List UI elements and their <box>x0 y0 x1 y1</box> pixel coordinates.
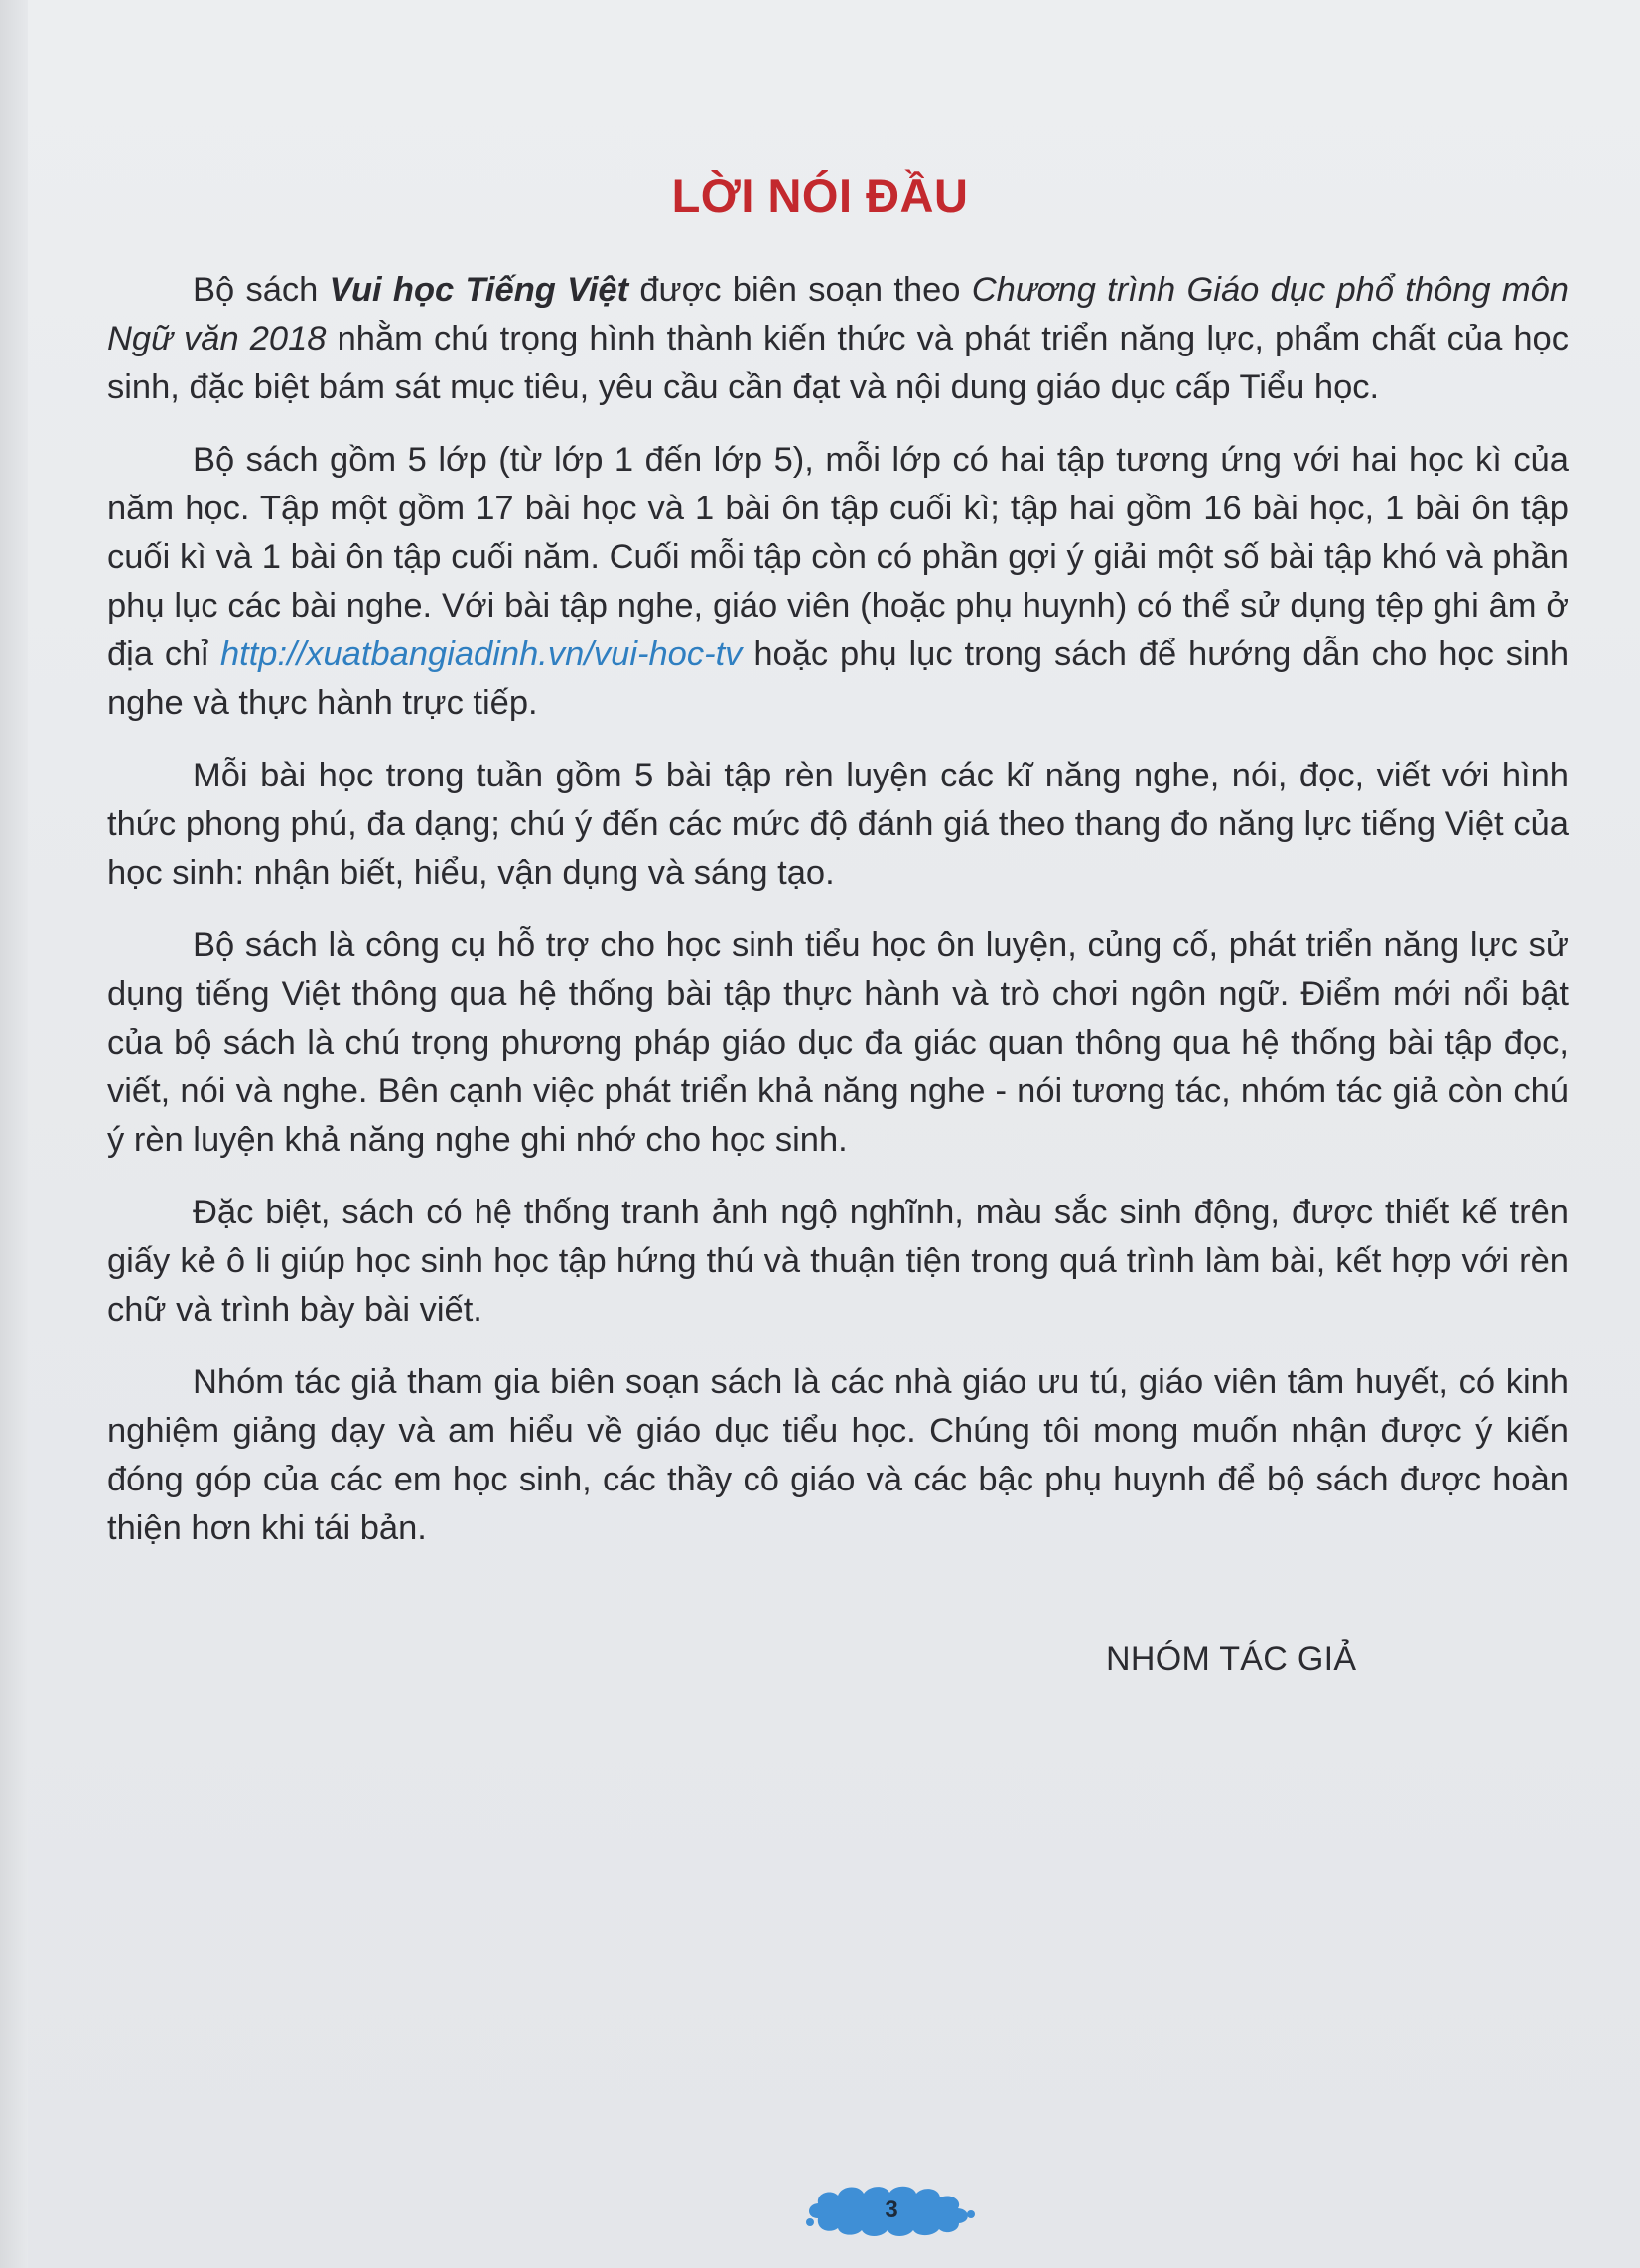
page-number: 3 <box>885 2197 898 2223</box>
page-binding-edge <box>0 0 28 2268</box>
author-signature: NHÓM TÁC GIẢ <box>1106 1640 1357 1678</box>
curriculum-title: Chương trình Giáo dục phổ thông môn Ngữ văn 2018 <box>107 271 1569 357</box>
paragraph-4: Bộ sách là công cụ hỗ trợ cho học sinh tiểu học ôn luyện, củng cố, phát triển năng lực sử dụng tiếng Việt thông qua hệ thống bài tập thực hành và trò chơi ngôn ngữ. Điểm mới nổi bật của bộ sách là chú trọng phương pháp giáo dục đa giác quan thông qua hệ thống bài tập đọc, viết, nói và nghe. Bên cạnh việc phát triển khả năng nghe - nói tương tác, nhóm tác giả còn chú ý rèn luyện khả năng nghe ghi nhớ cho học sinh. <box>107 926 1569 1159</box>
paragraph-2-text-a: Bộ sách gồm 5 lớp (từ lớp 1 đến lớp 5), mỗi lớp có hai tập tương ứng với hai học kì của năm học. Tập một gồm 17 bài học và 1 bài ôn tập cuối kì; tập hai gồm 16 bài học, 1 bài ôn tập cuối kì và 1 bài ôn tập cuối năm. Cuối mỗi tập còn có phần gợi ý giải một số bài tập khó và phần phụ lục các bài nghe. Với bài tập nghe, giáo viên (hoặc phụ huynh) có thể sử dụng tệp ghi âm ở địa chỉ <box>107 441 1569 673</box>
paragraph-2-text-b: hoặc phụ lục trong sách để hướng dẫn cho học sinh nghe và thực hành trực tiếp. <box>107 636 1570 722</box>
paragraph-1 <box>107 266 1569 412</box>
paragraph-1-text-c: nhằm chú trọng hình thành kiến thức và phát triển năng lực, phẩm chất của học sinh, đặc biệt bám sát mục tiêu, yêu cầu cần đạt và nội dung giáo dục cấp Tiểu học. <box>107 320 1569 406</box>
paragraph-5: Đặc biệt, sách có hệ thống tranh ảnh ngộ nghĩnh, màu sắc sinh động, được thiết kế trên giấy kẻ ô li giúp học sinh học tập hứng thú và thuận tiện trong quá trình làm bài, kết hợp với rèn chữ và trình bày bài viết. <box>107 1194 1569 1329</box>
book-series-title: Vui học Tiếng Việt <box>329 271 629 309</box>
paragraph-6: Nhóm tác giả tham gia biên soạn sách là các nhà giáo ưu tú, giáo viên tâm huyết, có kinh nghiệm giảng dạy và am hiểu về giáo dục tiểu học. Chúng tôi mong muốn nhận được ý kiến đóng góp của các em học sinh, các thầy cô giáo và các bậc phụ huynh để bộ sách được hoàn thiện hơn khi tái bản. <box>107 1363 1569 1547</box>
page-title: LỜI NÓI ĐẦU <box>671 169 969 222</box>
paragraph-3: Mỗi bài học trong tuần gồm 5 bài tập rèn luyện các kĩ năng nghe, nói, đọc, viết với hình thức phong phú, đa dạng; chú ý đến các mức độ đánh giá theo thang đo năng lực tiếng Việt của học sinh: nhận biết, hiểu, vận dụng và sáng tạo. <box>107 757 1569 892</box>
page-number-badge <box>804 2179 979 2240</box>
audio-resource-link[interactable]: http://xuatbangiadinh.vn/vui-hoc-tv <box>219 636 743 673</box>
paragraph-2 <box>107 436 1569 728</box>
preface-body <box>107 266 1569 1577</box>
paragraph-1-text-a: Bộ sách <box>193 271 330 309</box>
paragraph-1-text-b: được biên soạn theo <box>628 271 972 309</box>
